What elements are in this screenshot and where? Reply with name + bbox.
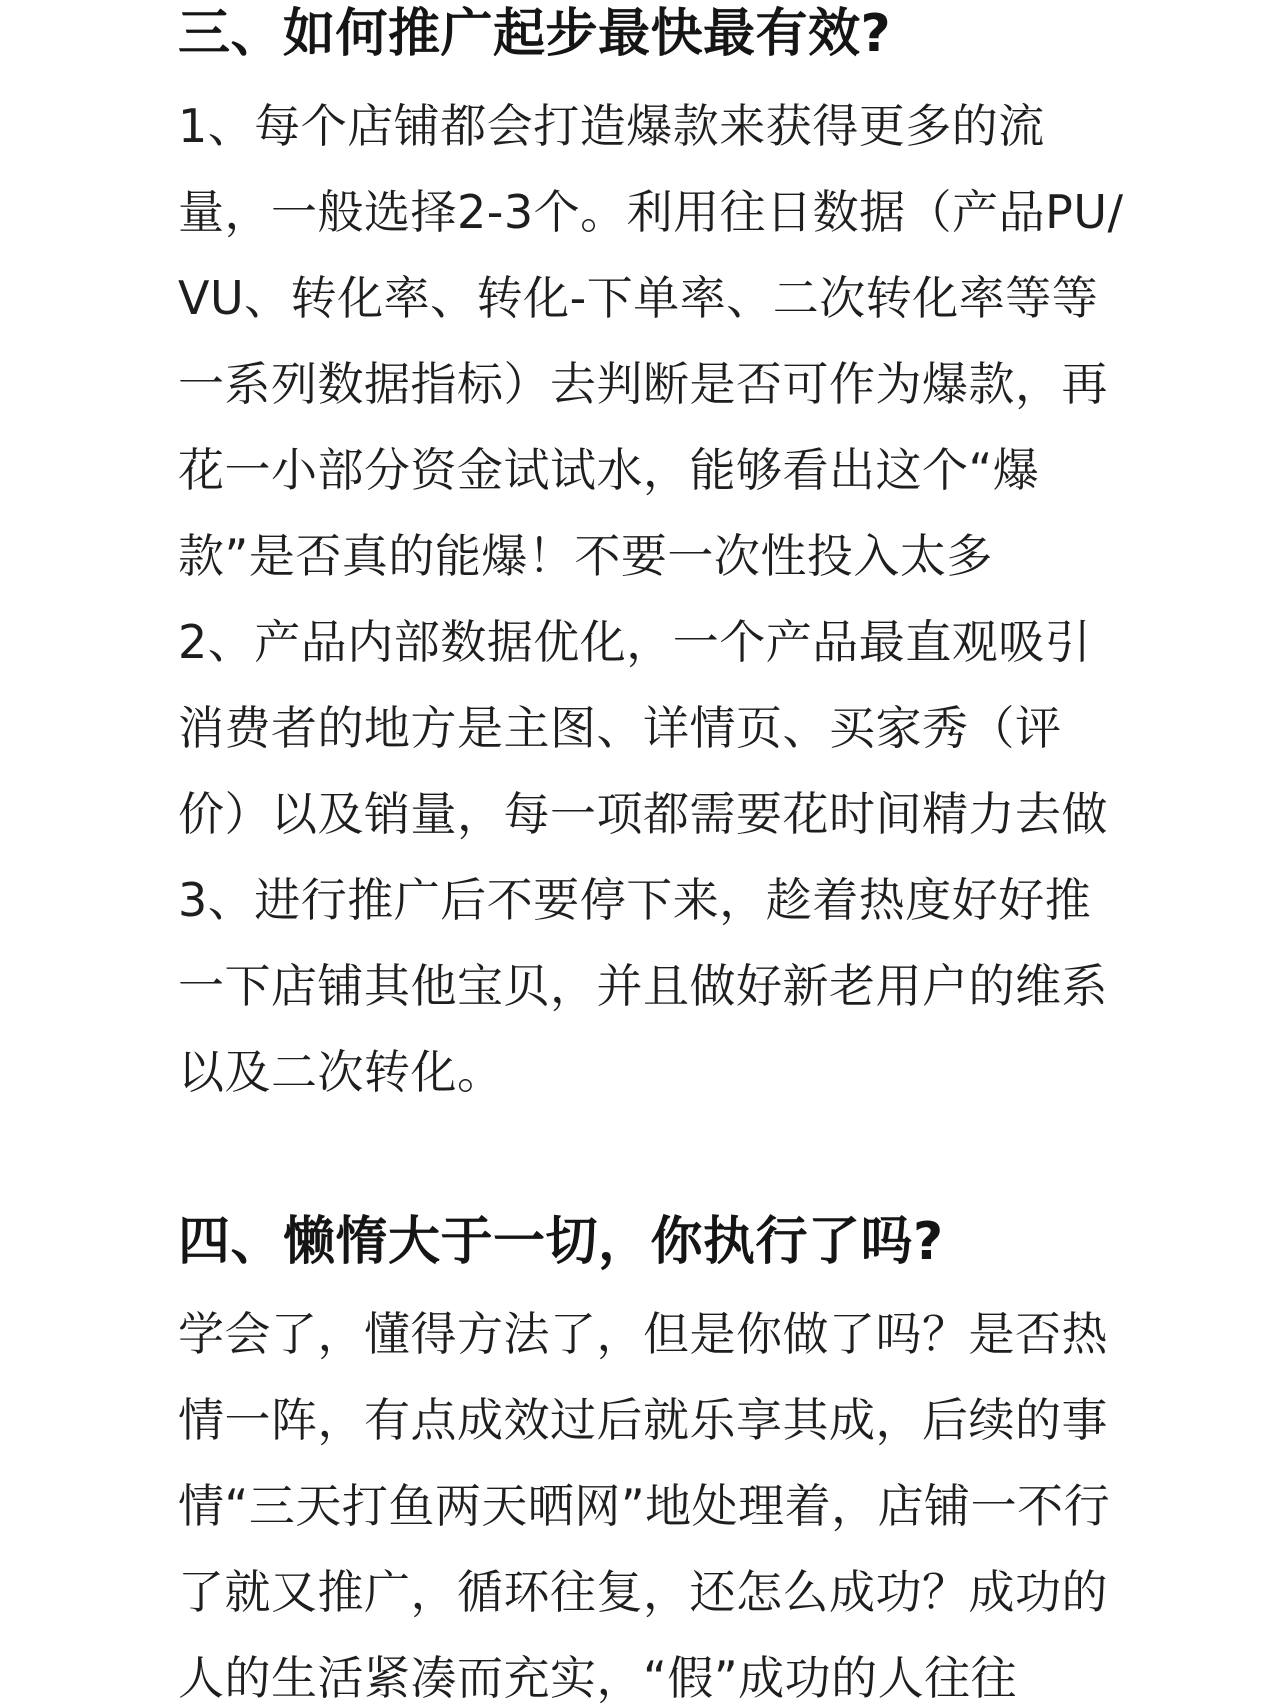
section-3-line-5: 花一小部分资金试试水，能够看出这个“爆 <box>178 443 1040 497</box>
section-4-line-2: 情一阵，有点成效过后就乐享其成，后续的事 <box>178 1393 1108 1447</box>
section-4-heading: 四、懒惰大于一切，你执行了吗? <box>178 1212 944 1272</box>
section-4-line-4: 了就又推广，循环往复，还怎么成功？成功的 <box>178 1565 1108 1619</box>
section-3-line-2: 量，一般选择2-3个。利用往日数据（产品PU/ <box>178 185 1124 239</box>
section-4-line-1: 学会了，懂得方法了，但是你做了吗？是否热 <box>178 1307 1108 1361</box>
section-3-line-11: 一下店铺其他宝贝，并且做好新老用户的维系 <box>178 959 1108 1013</box>
section-3-line-9: 价）以及销量，每一项都需要花时间精力去做 <box>178 787 1108 841</box>
section-3-heading: 三、如何推广起步最快最有效? <box>178 4 892 64</box>
section-3-line-7: 2、产品内部数据优化，一个产品最直观吸引 <box>178 615 1092 669</box>
section-3-line-4: 一系列数据指标）去判断是否可作为爆款，再 <box>178 357 1108 411</box>
section-3-line-10: 3、进行推广后不要停下来，趁着热度好好推 <box>178 873 1092 927</box>
section-3-line-6: 款”是否真的能爆！不要一次性投入太多 <box>178 529 993 583</box>
section-3-line-1: 1、每个店铺都会打造爆款来获得更多的流 <box>178 99 1045 153</box>
section-3-line-12: 以及二次转化。 <box>178 1045 504 1099</box>
section-4-line-5: 人的生活紧凑而充实，“假”成功的人往往 <box>178 1651 1018 1705</box>
section-4-line-3: 情“三天打鱼两天晒网”地处理着，店铺一不行 <box>178 1479 1111 1533</box>
section-3-line-3: VU、转化率、转化-下单率、二次转化率等等 <box>178 271 1099 325</box>
section-3-line-8: 消费者的地方是主图、详情页、买家秀（评 <box>178 701 1062 755</box>
